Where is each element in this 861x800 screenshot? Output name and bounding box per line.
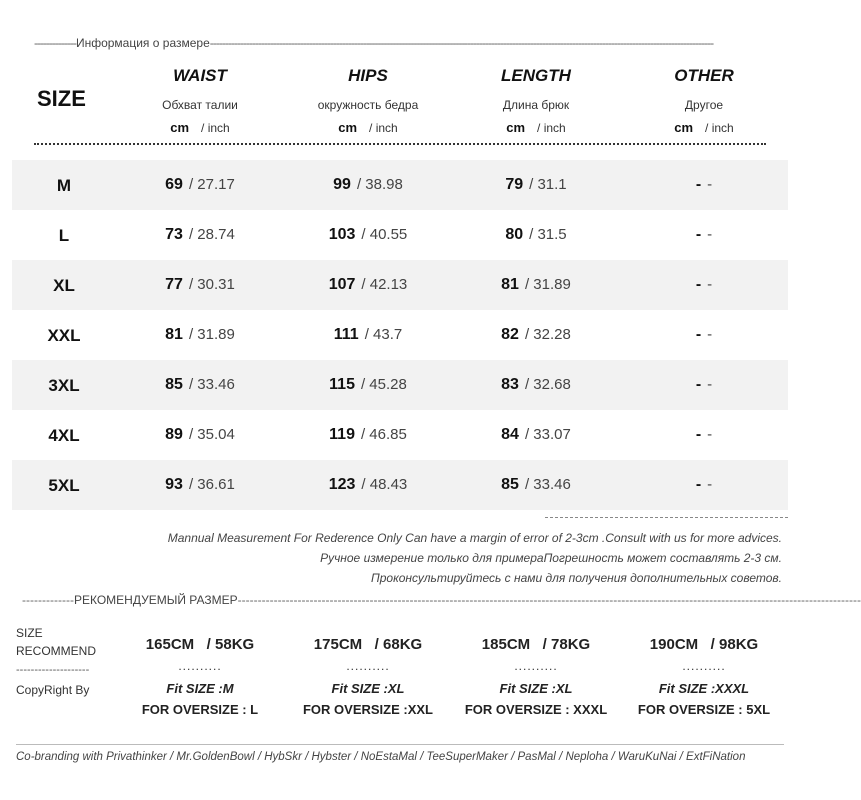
waist-header [115, 66, 285, 135]
hips-header-unit: cm / inch [338, 120, 398, 135]
height-weight: 175CM / 68KG [313, 636, 423, 653]
row-size: XL [53, 276, 75, 295]
oversize: FOR OVERSIZE : XXXL [464, 702, 608, 717]
hips-header [283, 66, 453, 135]
row-size: 4XL [48, 426, 80, 445]
row-size: M [56, 176, 72, 195]
waist-cell: 77 / 30.31 [165, 276, 235, 293]
hips-header-ru: окружность бедра [317, 98, 419, 112]
waist-cell: 73 / 28.74 [165, 226, 235, 243]
hips-cell: 103 / 40.55 [328, 226, 408, 243]
recommend-item [619, 636, 789, 717]
other-cell: - - [695, 476, 713, 493]
row-size: XXL [47, 326, 81, 345]
height-weight: 190CM / 98KG [649, 636, 759, 653]
other-cell: - - [695, 376, 713, 393]
oversize: FOR OVERSIZE :XXL [302, 702, 433, 717]
info-title-line: --------------Информация о размере------------------------------------------------------------------------------------------------------------------------------------------------------------------------ [34, 36, 714, 50]
table-row [12, 360, 788, 410]
row-size: 5XL [48, 476, 80, 495]
oversize: FOR OVERSIZE : 5XL [637, 702, 771, 717]
length-header-ru: Длина брюк [502, 98, 570, 112]
recommend-title: РЕКОМЕНДУЕМЫЙ РАЗМЕР [73, 593, 238, 607]
length-cell: 83 / 32.68 [501, 376, 571, 393]
dots: .......... [682, 659, 726, 673]
length-cell: 85 / 33.46 [501, 476, 571, 493]
footer-divider [16, 744, 784, 745]
table-row [12, 410, 788, 460]
label-separator: -------------------- [16, 664, 90, 676]
other-cell: - - [695, 226, 713, 243]
table-row [12, 260, 788, 310]
oversize: FOR OVERSIZE : L [141, 702, 259, 717]
table-row [12, 310, 788, 360]
label-size: SIZE [16, 626, 43, 640]
other-cell: - - [695, 426, 713, 443]
cobranding-footer: Co-branding with Privathinker / Mr.GoldenBowl / HybSkr / Hybster / NoEstaMal / TeeSuperMaker / PasMal / Neploha / WaruKuNai / ExtFiNation [16, 751, 746, 763]
table-row [12, 160, 788, 210]
hips-cell: 107 / 42.13 [328, 276, 408, 293]
length-cell: 80 / 31.5 [505, 226, 567, 243]
info-title: Информация о размере [75, 36, 210, 50]
fit-size: Fit SIZE :XL [331, 681, 405, 696]
length-header-en: LENGTH [501, 66, 571, 85]
waist-cell: 89 / 35.04 [165, 426, 235, 443]
hips-cell: 123 / 48.43 [328, 476, 408, 493]
size-column-header: SIZE [37, 86, 86, 111]
hips-cell: 115 / 45.28 [329, 376, 407, 393]
length-cell: 79 / 31.1 [505, 176, 567, 193]
length-cell: 82 / 32.28 [501, 326, 571, 343]
other-header-unit: cm / inch [674, 120, 734, 135]
length-header [451, 66, 621, 135]
other-cell: - - [695, 326, 713, 343]
dots: .......... [346, 659, 390, 673]
note-ru-1: Ручное измерение только для примераПогрешность может составлять 2-3 см. [320, 551, 782, 565]
recommend-title-line: -------------РЕКОМЕНДУЕМЫЙ РАЗМЕР------------------------------------------------------------------------------------------------------------------------------------------------------------ [22, 593, 861, 607]
waist-cell: 81 / 31.89 [165, 326, 235, 343]
table-row [12, 460, 788, 510]
other-cell: - - [695, 276, 713, 293]
hips-header-en: HIPS [348, 66, 388, 85]
length-cell: 81 / 31.89 [501, 276, 571, 293]
fit-size: Fit SIZE :XL [499, 681, 573, 696]
length-header-unit: cm / inch [506, 120, 566, 135]
other-header-en: OTHER [674, 66, 734, 85]
notes-divider [545, 517, 788, 518]
row-size: 3XL [48, 376, 80, 395]
other-header-ru: Другое [684, 98, 724, 112]
height-weight: 165CM / 58KG [145, 636, 255, 653]
note-en: Mannual Measurement For Rederence Only Can have a margin of error of 2-3cm .Consult with us for more advices. [167, 531, 782, 545]
hips-cell: 119 / 46.85 [329, 426, 407, 443]
other-header [619, 66, 789, 135]
waist-cell: 93 / 36.61 [165, 476, 235, 493]
hips-cell: 111 / 43.7 [333, 326, 403, 343]
recommend-item [283, 636, 453, 717]
waist-header-unit: cm / inch [170, 120, 230, 135]
fit-size: Fit SIZE :M [166, 681, 234, 696]
table-row [12, 210, 788, 260]
fit-size: Fit SIZE :XXXL [658, 681, 750, 696]
waist-cell: 85 / 33.46 [165, 376, 235, 393]
length-cell: 84 / 33.07 [501, 426, 571, 443]
measurement-notes [168, 528, 782, 588]
waist-header-en: WAIST [173, 66, 227, 85]
height-weight: 185CM / 78KG [481, 636, 591, 653]
recommend-item [115, 636, 285, 717]
waist-header-ru: Обхват талии [162, 98, 238, 112]
row-size: L [58, 226, 70, 245]
label-copyright: CopyRight By [16, 683, 90, 697]
label-recommend: RECOMMEND [16, 644, 96, 658]
waist-cell: 69 / 27.17 [165, 176, 235, 193]
header-divider [34, 143, 766, 145]
note-ru-2: Проконсультируйтесь с нами для получения дополнительных советов. [371, 571, 782, 585]
dots: .......... [514, 659, 558, 673]
recommend-item [451, 636, 621, 717]
hips-cell: 99 / 38.98 [333, 176, 403, 193]
other-cell: - - [695, 176, 713, 193]
dots: .......... [178, 659, 222, 673]
